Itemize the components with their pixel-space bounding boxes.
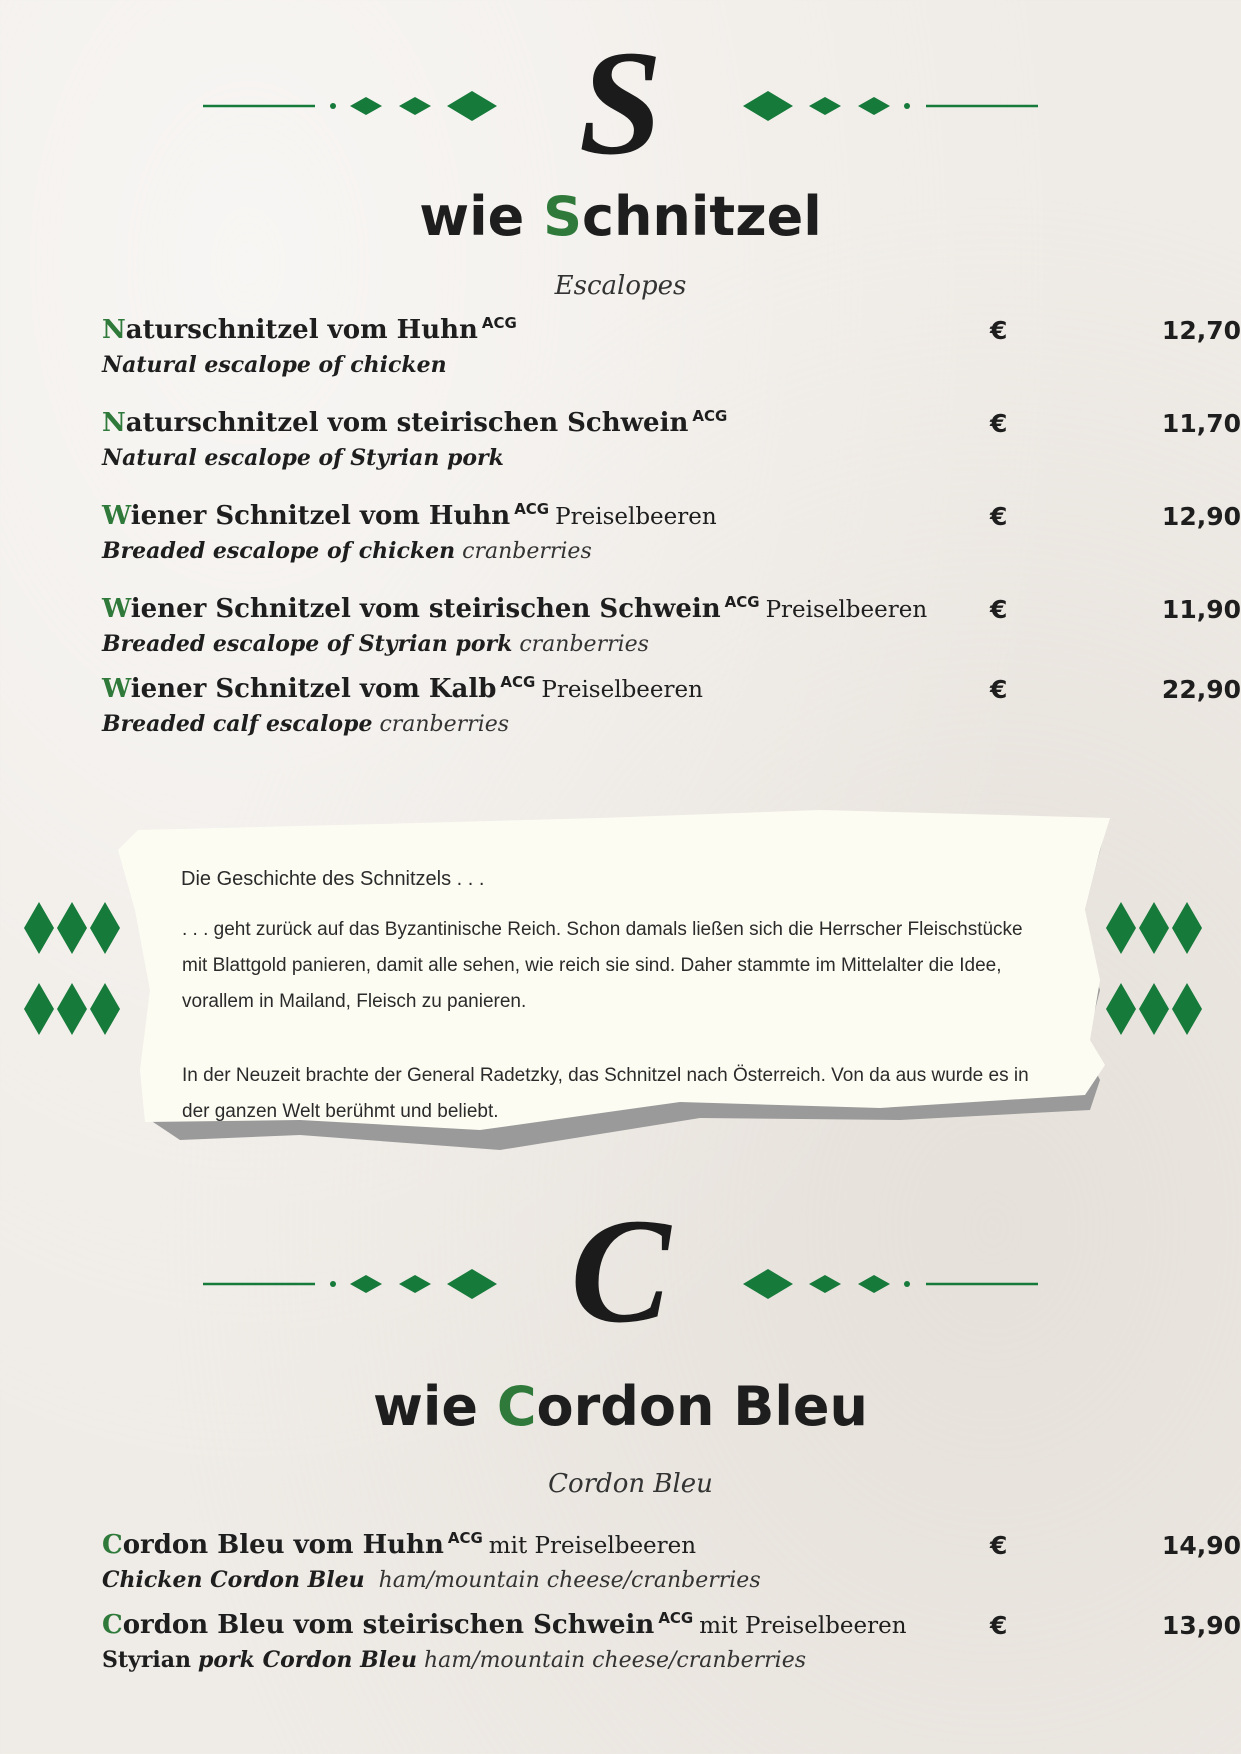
menu-item-name: aturschnitzel vom steirischen Schwein <box>125 408 689 438</box>
menu-item-initial: W <box>102 674 131 704</box>
menu-item-initial: N <box>102 315 126 345</box>
heading-initial: C <box>496 1375 537 1438</box>
menu-item-extra: mit Preiselbeeren <box>699 1613 907 1639</box>
menu-item-initial: W <box>102 501 131 531</box>
menu-item-translation <box>102 447 1142 470</box>
section-subtitle-escalopes: Escalopes <box>554 271 687 301</box>
translation-bold: Breaded escalope of Styrian pork <box>102 631 513 657</box>
menu-item-translation <box>102 713 1142 736</box>
heading-initial: S <box>543 185 582 248</box>
menu-item-title <box>102 1611 1142 1638</box>
menu-item-price: 22,90 <box>1161 675 1241 704</box>
currency-symbol: € <box>990 1611 1008 1640</box>
menu-item-extra: Preiselbeeren <box>541 677 703 703</box>
menu-item-name: iener Schnitzel vom steirischen Schwein <box>130 594 721 624</box>
allergen-codes: ACG <box>500 673 536 691</box>
menu-item-title <box>102 316 1142 343</box>
menu-item-translation <box>102 354 1142 377</box>
translation-italic: cranberries <box>519 632 649 657</box>
allergen-codes: ACG <box>514 500 550 518</box>
translation-bold: Natural escalope of chicken <box>102 352 447 378</box>
translation-italic: ham/mountain cheese/cranberries <box>424 1648 807 1673</box>
story-title: Die Geschichte des Schnitzels . . . <box>181 868 485 890</box>
menu-item <box>102 1529 1241 1593</box>
translation-bold: Chicken Cordon Bleu <box>102 1567 365 1593</box>
translation-bold: Breaded calf escalope <box>102 711 373 737</box>
heading-rest: ordon Bleu <box>536 1375 868 1438</box>
menu-item-title <box>102 595 1142 622</box>
allergen-codes: ACG <box>658 1609 694 1627</box>
menu-item-name: aturschnitzel vom Huhn <box>125 315 478 345</box>
section-title-schnitzel <box>0 185 1241 248</box>
menu-item <box>102 407 1241 471</box>
menu-item-name: ordon Bleu vom Huhn <box>122 1530 444 1560</box>
menu-item-translation <box>102 1569 1142 1592</box>
menu-item <box>102 673 1241 737</box>
allergen-codes: ACG <box>481 314 517 332</box>
menu-item <box>102 500 1241 564</box>
heading-prefix: wie <box>373 1375 497 1438</box>
translation-bold: Natural escalope of Styrian pork <box>102 445 504 471</box>
translation-italic: cranberries <box>379 712 510 737</box>
menu-item-name: iener Schnitzel vom Huhn <box>130 501 511 531</box>
menu-item-price: 12,70 <box>1161 316 1241 345</box>
menu-item-price: 13,90 <box>1161 1611 1241 1640</box>
menu-item-price: 12,90 <box>1161 502 1241 531</box>
menu-item-title <box>102 675 1142 702</box>
translation-plain: Styrian <box>102 1647 192 1673</box>
allergen-codes: ACG <box>692 407 728 425</box>
currency-symbol: € <box>990 675 1008 704</box>
menu-item-price: 14,90 <box>1161 1531 1241 1560</box>
heading-rest: chnitzel <box>581 185 822 248</box>
section-title-cordon-bleu <box>0 1375 1241 1438</box>
menu-item-title <box>102 502 1142 529</box>
menu-item-extra: mit Preiselbeeren <box>488 1533 697 1559</box>
menu-item-extra: Preiselbeeren <box>555 504 717 530</box>
menu-item-price: 11,70 <box>1161 409 1241 438</box>
menu-item <box>102 1609 1241 1673</box>
menu-item-translation <box>102 1649 1142 1672</box>
currency-symbol: € <box>990 595 1008 624</box>
story-paragraph-1: . . . geht zurück auf das Byzantinische Reich. Schon damals ließen sich die Herrscher Fleischstücke mit Blattgold panieren, damit alle sehen, wie reich sie sind. Daher stammte im Mittelalter die Idee, vorallem in Mailand, Fleisch zu panieren. <box>182 919 1023 1012</box>
menu-item-translation <box>102 540 1142 563</box>
big-initial-c: C <box>570 1188 671 1354</box>
translation-bold: Breaded escalope of chicken <box>102 538 456 564</box>
menu-item-translation <box>102 633 1142 656</box>
diamond-ornament-left <box>24 902 120 1035</box>
section-subtitle-cordon-bleu: Cordon Bleu <box>548 1469 713 1499</box>
currency-symbol: € <box>990 409 1008 438</box>
menu-item-price: 11,90 <box>1161 595 1241 624</box>
menu-item-extra: Preiselbeeren <box>765 597 928 623</box>
translation-italic: ham/mountain cheese/cranberries <box>378 1568 761 1593</box>
menu-item-name: ordon Bleu vom steirischen Schwein <box>122 1610 655 1640</box>
translation-bold: pork Cordon Bleu <box>198 1647 418 1673</box>
menu-item-title <box>102 409 1142 436</box>
big-initial-s: S <box>578 20 663 186</box>
heading-prefix: wie <box>419 185 544 248</box>
menu-item-initial: C <box>102 1530 123 1560</box>
currency-symbol: € <box>990 316 1008 345</box>
menu-item-title <box>102 1531 1142 1558</box>
allergen-codes: ACG <box>724 593 760 611</box>
menu-item <box>102 593 1241 657</box>
translation-italic: cranberries <box>462 539 592 564</box>
diamond-ornament-right <box>1106 902 1202 1035</box>
currency-symbol: € <box>990 1531 1008 1560</box>
menu-item-name: iener Schnitzel vom Kalb <box>130 674 497 704</box>
currency-symbol: € <box>990 502 1008 531</box>
menu-item-initial: N <box>102 408 126 438</box>
allergen-codes: ACG <box>447 1529 483 1547</box>
story-paragraph-2: In der Neuzeit brachte der General Radetzky, das Schnitzel nach Österreich. Von da aus wurde es in der ganzen Welt berühmt und beliebt. <box>182 1065 1029 1122</box>
menu-item-initial: W <box>102 594 131 624</box>
menu-item-initial: C <box>102 1610 123 1640</box>
menu-item <box>102 314 1241 378</box>
